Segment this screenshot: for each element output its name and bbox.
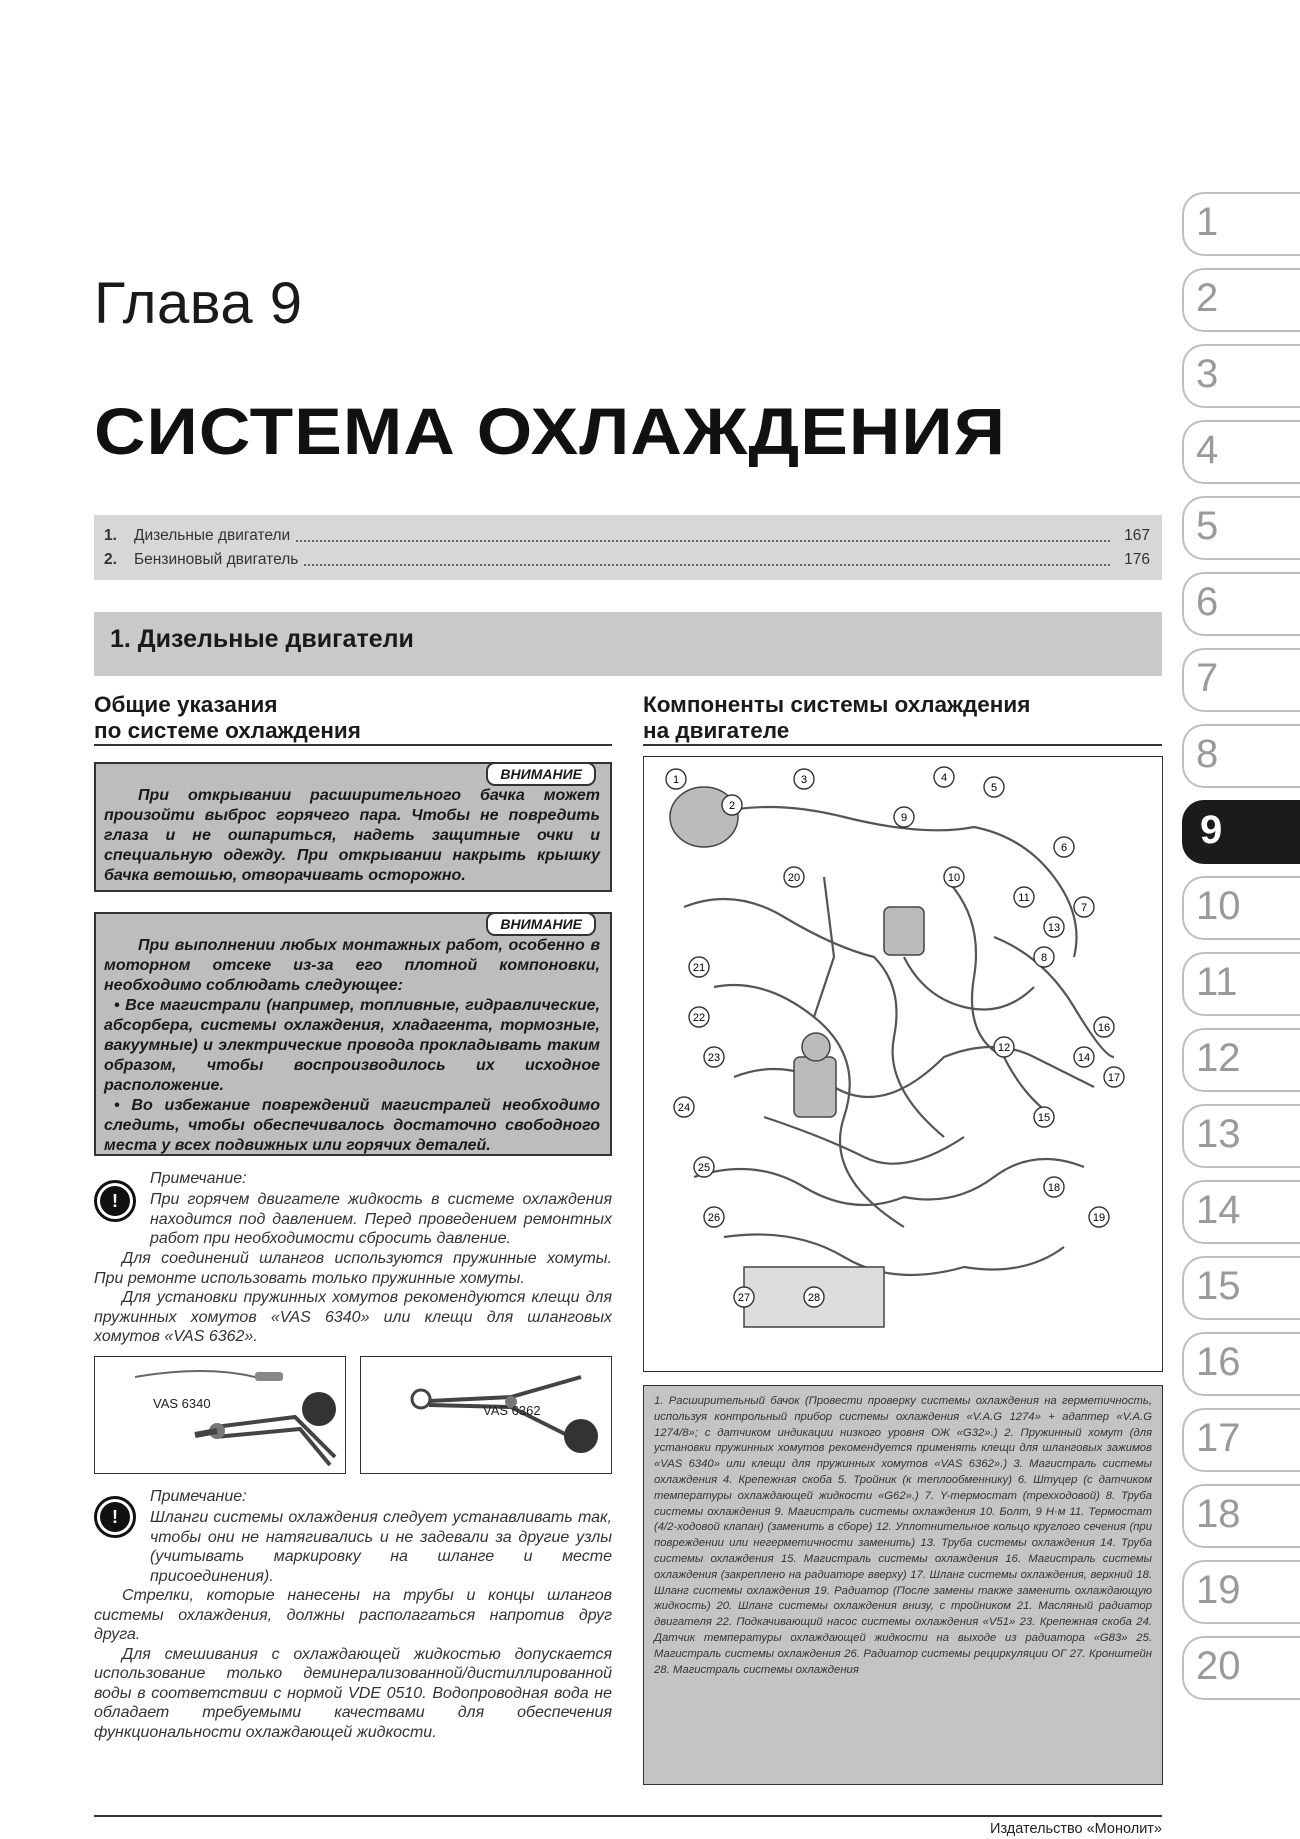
callout-number: 10 [947, 872, 961, 884]
chapter-tab-label: 1 [1196, 200, 1219, 244]
body-paragraph: Для установки пружинных хомутов рекомендуются клещи для пружинных хомутов «VAS 6340» или клещи для шланговых хомутов «VAS 6362». [94, 1289, 612, 1345]
chapter-tab-16[interactable] [1182, 1332, 1300, 1396]
diagram-callout [734, 1287, 754, 1307]
chapter-tab-19[interactable] [1182, 1560, 1300, 1624]
diagram-callout [694, 1157, 714, 1177]
diagram-callout [804, 1287, 824, 1307]
chapter-tab-label: 12 [1196, 1036, 1241, 1080]
warning-bullet: • Все магистрали (например, топливные, гидравлические, абсорбера, системы охлаждения, хладагента, тормозные, вакуумные) и электрические провода прокладывать таким образом, чтобы воспроизводилось их исходное расположение. [104, 997, 600, 1094]
chapter-tab-label: 14 [1196, 1188, 1241, 1232]
chapter-tab-label: 19 [1196, 1568, 1241, 1612]
callout-number: 11 [1018, 892, 1030, 904]
dot-leader [296, 530, 1110, 542]
callout-number: 7 [1080, 902, 1088, 914]
chapter-tab-label: 17 [1196, 1416, 1241, 1460]
section-header [94, 612, 1162, 676]
tool-figure-vas6340 [94, 1356, 346, 1474]
callout-number: 18 [1047, 1182, 1061, 1194]
left-heading-line: по системе охлаждения [94, 718, 361, 743]
callout-number: 3 [800, 774, 808, 786]
chapter-tab-3[interactable] [1182, 344, 1300, 408]
note-text: Шланги системы охлаждения следует устанавливать так, чтобы они не натягивались и не задевали за другие узлы (учитывать маркировку на шланге и месте присоединения). [150, 1509, 612, 1585]
chapter-tab-4[interactable] [1182, 420, 1300, 484]
chapter-title: СИСТЕМА ОХЛАЖДЕНИЯ [94, 394, 1007, 468]
warning-paragraph: При открывании расширительного бачка может произойти выброс горячего пара. Чтобы не повредить глаза и не ошпариться, надеть защитные очки и специальную одежду. При открывании накрыть крышку бачка ветошью, отворачивать осторожно. [104, 787, 600, 884]
chapter-tab-8[interactable] [1182, 724, 1300, 788]
warning-text [104, 786, 600, 886]
diagram-callout [1044, 1177, 1064, 1197]
chapter-tab-label: 13 [1196, 1112, 1241, 1156]
chapter-tab-11[interactable] [1182, 952, 1300, 1016]
diagram-callout [689, 957, 709, 977]
contents-title: Дизельные двигатели [134, 527, 291, 544]
diagram-legend [643, 1385, 1163, 1785]
contents-page: 167 [1124, 527, 1150, 544]
chapter-tab-7[interactable] [1182, 648, 1300, 712]
callout-number: 12 [997, 1042, 1011, 1054]
callout-number: 26 [707, 1212, 721, 1224]
callout-number: 2 [728, 800, 736, 812]
warning-badge: ВНИМАНИЕ [486, 912, 596, 936]
chapter-tab-12[interactable] [1182, 1028, 1300, 1092]
contents-page: 176 [1124, 551, 1150, 568]
tool-sticker-icon [302, 1392, 336, 1426]
warning-box [94, 762, 612, 892]
diagram-callout [784, 867, 804, 887]
contents-row[interactable] [104, 525, 1150, 547]
chapter-tab-label: 4 [1196, 428, 1219, 472]
callout-number: 20 [787, 872, 801, 884]
diagram-callout [1104, 1067, 1124, 1087]
chapter-tab-label: 11 [1196, 960, 1238, 1004]
callout-number: 21 [692, 962, 706, 974]
callout-number: 14 [1077, 1052, 1091, 1064]
right-heading-line: на двигателе [643, 718, 790, 743]
callout-number: 19 [1092, 1212, 1106, 1224]
chapter-tab-label: 8 [1196, 732, 1219, 776]
chapter-tab-15[interactable] [1182, 1256, 1300, 1320]
diagram-callout [1034, 947, 1054, 967]
chapter-tab-13[interactable] [1182, 1104, 1300, 1168]
chapter-tab-label: 20 [1196, 1644, 1241, 1688]
legend-text: 1. Расширительный бачок (Провести проверку системы охлаждения на герметичность, используя контрольный прибор системы охлаждения «V.A.G 1274» + адаптер «V.A.G 1274/8»; с датчиком индикации низкого уровня ОЖ «G32».) 2. Пружинный хомут (для установки пружинных хомутов рекомендуется применять клещи для шланговых зажимов «VAS 6340» или клещи для пружинных хомутов «VAS 6362».) 3. Магистраль системы охлаждения 4. Крепежная скоба 5. Тройник (к теплообменнику) 6. Штуцер (с датчиком температуры охлаждающей жидкости «G62».) 7. Y-термостат (трехходовой) 8. Труба системы охлаждения 9. Магистраль системы охлаждения 10. Болт, 9 Н·м 11. Термостат (4/2-ходовой клапан) (заменить в сборе) 12. Уплотнительное кольцо круглого сечения (при повреждении или негерметичности заменить) 13. Труба системы охлаждения 14. Труба системы охлаждения 15. Магистраль системы охлаждения 16. Магистраль системы охлаждения (закреплено на радиаторе вверху) 17. Шланг системы охлаждения, верхний 18. Шланг системы охлаждения 19. Радиатор (После замены также заменить охлаждающую жидкость) 20. Шланг системы охлаждения внизу, с тройником 21. Масляный радиатор двигателя 22. Подкачивающий насос системы охлаждения «V51» 23. Крепежная скоба 24. Датчик температуры охлаждающей жидкости на выходе из радиатора «G83» 25. Магистраль системы охлаждения 26. Радиатор системы рециркуляции ОГ 27. Кронштейн 28. Магистраль системы охлаждения [654, 1395, 1152, 1676]
body-text [94, 1249, 612, 1347]
note-label: Примечание: [150, 1170, 247, 1187]
note-text: При горячем двигателе жидкость в системе охлаждения находится под давлением. Перед проведением ремонтных работ при необходимости сбросить давление. [150, 1191, 612, 1247]
chapter-tab-label: 15 [1196, 1264, 1241, 1308]
warning-box [94, 912, 612, 1156]
cooling-system-diagram [643, 756, 1163, 1372]
diagram-callout [1074, 897, 1094, 917]
diagram-callout [1034, 1107, 1054, 1127]
body-paragraph: Стрелки, которые нанесены на трубы и концы шлангов системы охлаждения, должны располагаться напротив друг друга. [94, 1587, 612, 1643]
diagram-callout [984, 777, 1004, 797]
callout-number: 15 [1037, 1112, 1051, 1124]
callout-number: 1 [672, 774, 680, 786]
diagram-callout [722, 795, 742, 815]
publisher-footer: Издательство «Монолит» [990, 1821, 1162, 1837]
chapter-tab-label: 5 [1196, 504, 1219, 548]
callout-number: 9 [900, 812, 908, 824]
callout-number: 13 [1047, 922, 1061, 934]
chapter-tab-18[interactable] [1182, 1484, 1300, 1548]
diagram-callout [674, 1097, 694, 1117]
chapter-tab-label: 9 [1200, 808, 1223, 852]
cooling-system-drawing [644, 757, 1161, 1370]
chapter-contents [94, 515, 1162, 580]
callout-number: 16 [1097, 1022, 1111, 1034]
chapter-tab-label: 7 [1196, 656, 1219, 700]
chapter-tab-label: 3 [1196, 352, 1219, 396]
heading-rule [94, 744, 612, 746]
lightbulb-icon: ! [94, 1180, 136, 1222]
right-heading [643, 692, 1030, 744]
chapter-tab-1[interactable] [1182, 192, 1300, 256]
chapter-tab-17[interactable] [1182, 1408, 1300, 1472]
heading-rule [643, 744, 1162, 746]
callout-number: 28 [807, 1292, 821, 1304]
lightbulb-icon: ! [94, 1496, 136, 1538]
section-title: 1. Дизельные двигатели [110, 625, 414, 653]
callout-number: 24 [677, 1102, 691, 1114]
chapter-tab-9[interactable] [1182, 800, 1300, 864]
diagram-callout [794, 769, 814, 789]
diagram-callout [704, 1207, 724, 1227]
diagram-callout [666, 769, 686, 789]
chapter-tab-label: 10 [1196, 884, 1241, 928]
chapter-tab-label: 2 [1196, 276, 1219, 320]
diagram-callout [704, 1047, 724, 1067]
diagram-callout [1074, 1047, 1094, 1067]
body-paragraph: Для соединений шлангов используются пружинные хомуты. При ремонте использовать только пружинные хомуты. [94, 1250, 612, 1287]
callout-number: 4 [940, 772, 948, 784]
chapter-tab-14[interactable] [1182, 1180, 1300, 1244]
right-heading-line: Компоненты системы охлаждения [643, 692, 1031, 717]
left-heading-line: Общие указания [94, 692, 278, 717]
chapter-tab-label: 16 [1196, 1340, 1241, 1384]
chapter-tab-2[interactable] [1182, 268, 1300, 332]
diagram-callout [1089, 1207, 1109, 1227]
diagram-callout [1094, 1017, 1114, 1037]
callout-number: 17 [1107, 1072, 1121, 1084]
contents-row[interactable] [104, 549, 1150, 571]
contents-title: Бензиновый двигатель [134, 551, 299, 568]
warning-paragraph: При выполнении любых монтажных работ, особенно в моторном отсеке из-за его плотной компоновки, необходимо соблюдать следующее: [104, 937, 600, 994]
note-label: Примечание: [150, 1488, 247, 1505]
diagram-callout [1054, 837, 1074, 857]
warning-badge: ВНИМАНИЕ [486, 762, 596, 786]
chapter-tab-6[interactable] [1182, 572, 1300, 636]
diagram-callout [1044, 917, 1064, 937]
callout-number: 5 [990, 782, 998, 794]
callout-number: 25 [697, 1162, 711, 1174]
left-heading [94, 692, 361, 744]
warning-text [104, 936, 600, 1156]
chapter-tab-20[interactable] [1182, 1636, 1300, 1700]
callout-number: 27 [737, 1292, 751, 1304]
chapter-tab-label: 6 [1196, 580, 1219, 624]
chapter-tab-10[interactable] [1182, 876, 1300, 940]
contents-num: 2. [104, 551, 117, 568]
chapter-tab-label: 18 [1196, 1492, 1241, 1536]
callout-number: 23 [707, 1052, 721, 1064]
warning-bullet: • Во избежание повреждений магистралей необходимо следить, чтобы обеспечивалось достаточно свободного места у всех подвижных или горячих деталей. [104, 1097, 600, 1154]
diagram-callout [689, 1007, 709, 1027]
tool-label: VAS 6362 [483, 1403, 541, 1418]
chapter-label: Глава 9 [94, 271, 303, 336]
tool-sticker-icon [564, 1419, 598, 1453]
callout-number: 8 [1040, 952, 1048, 964]
body-paragraph: Для смешивания с охлаждающей жидкостью допускается использование только деминерализованной/дистиллированной воды в соответствии с нормой VDE 0510. Водопроводная вода не обладает требуемыми качествами для обеспечения функциональности охлаждающей жидкости. [94, 1645, 612, 1741]
callout-number: 6 [1060, 842, 1068, 854]
diagram-callout [1014, 887, 1034, 907]
tool-label: VAS 6340 [153, 1396, 211, 1411]
body-text [94, 1586, 612, 1742]
contents-num: 1. [104, 527, 117, 544]
diagram-callout [894, 807, 914, 827]
diagram-callout [934, 767, 954, 787]
chapter-tab-5[interactable] [1182, 496, 1300, 560]
tool-figure-vas6362 [360, 1356, 612, 1474]
diagram-callout [944, 867, 964, 887]
diagram-callout [994, 1037, 1014, 1057]
callout-number: 22 [692, 1012, 706, 1024]
dot-leader [304, 554, 1110, 566]
footer-rule [94, 1815, 1162, 1817]
